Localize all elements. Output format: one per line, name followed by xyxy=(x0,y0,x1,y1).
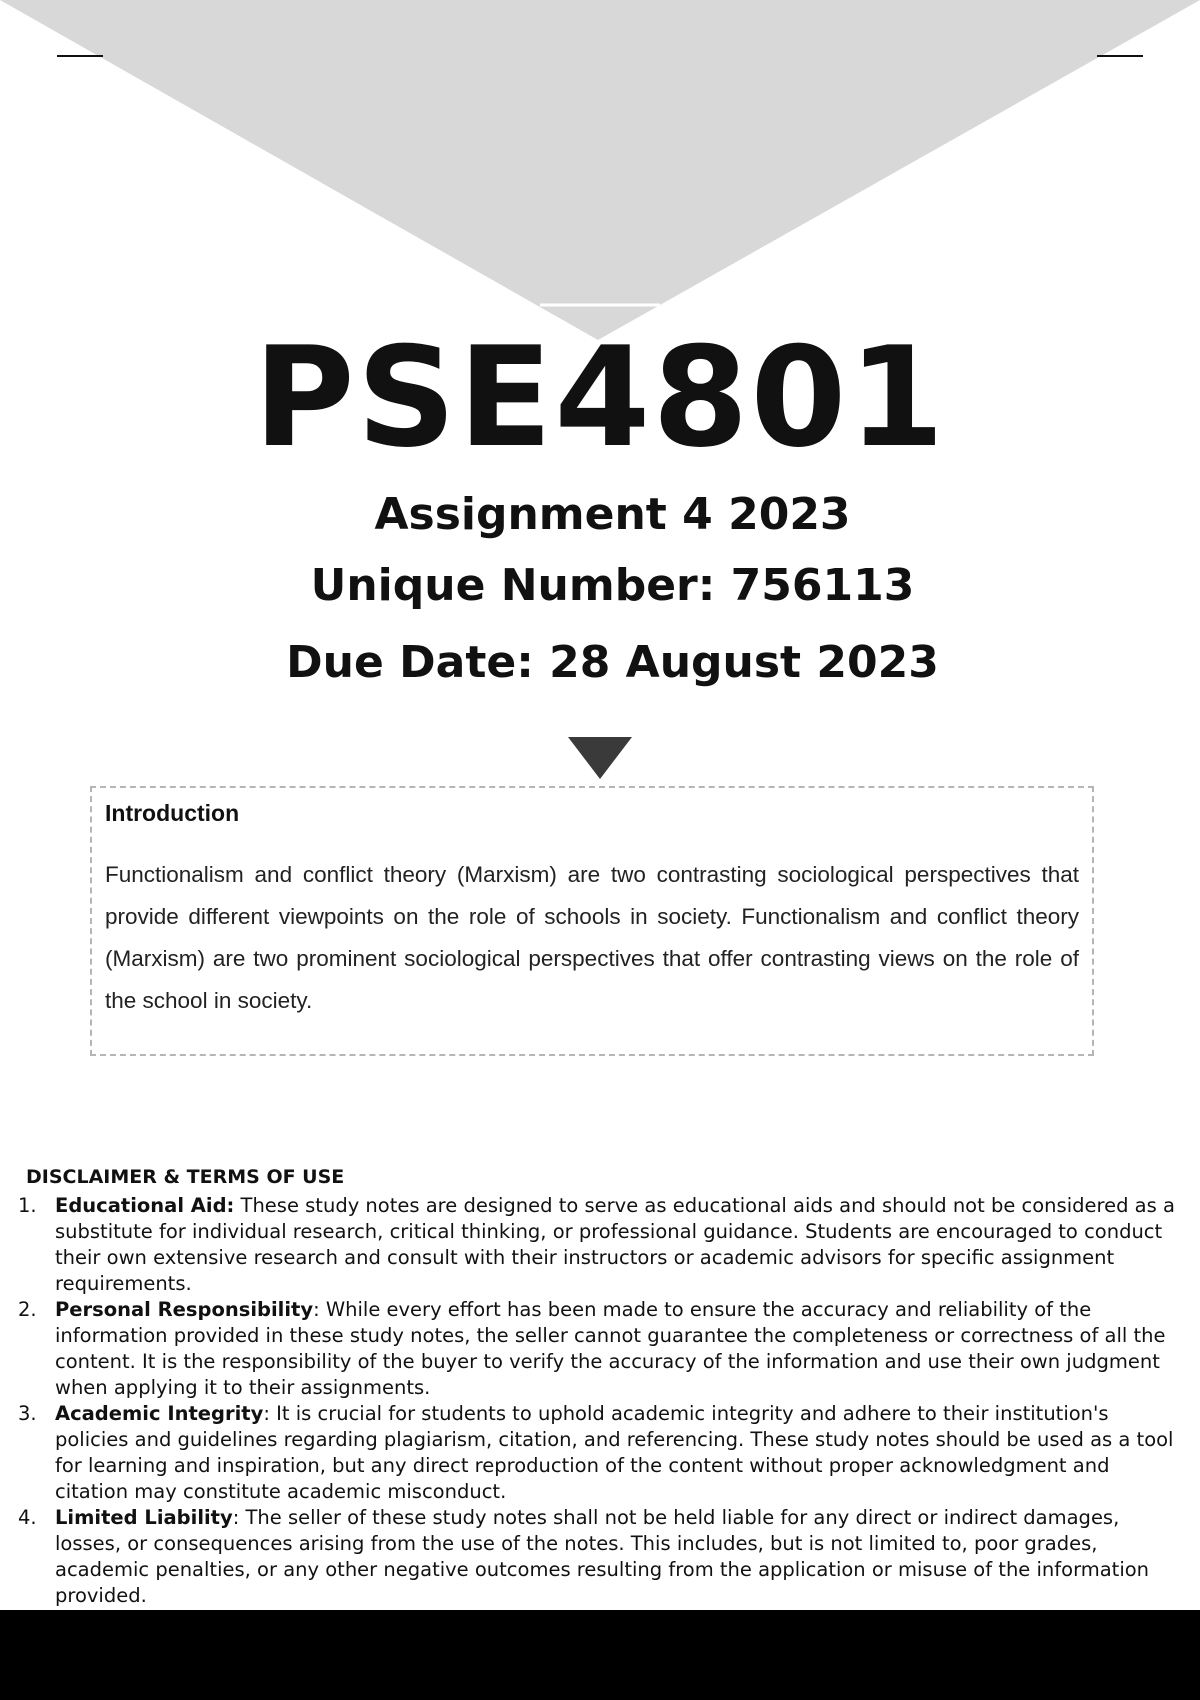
due-date-label: Due Date: 28 August 2023 xyxy=(286,637,939,688)
footer-black-bar xyxy=(0,1610,1200,1700)
introduction-heading: Introduction xyxy=(105,800,240,826)
corner-line-left xyxy=(57,55,103,57)
course-code-title: PSE4801 xyxy=(253,317,947,478)
corner-line-right xyxy=(1097,55,1143,57)
term-text: : The seller of these study notes shall not be held liable for any direct or indirect damages, losses, or consequences arising from the use of the notes. This includes, but is not limited to, poor grades, academic penalties, or any other negative outcomes resulting from the application or misuse of the information provided. xyxy=(55,1506,1150,1607)
term-title: Personal Responsibility xyxy=(55,1298,314,1321)
disclaimer-title: DISCLAIMER & TERMS OF USE xyxy=(26,1166,345,1188)
banner-chevron xyxy=(0,0,1200,340)
term-text: : While every effort has been made to ensure the accuracy and reliability of the information provided in these study notes, the seller cannot guarantee the completeness or correctness of all the content. It is the responsibility of the buyer to verify the accuracy of the information and use their own judgment when applying it to their assignments. xyxy=(55,1298,1166,1399)
assignment-label: Assignment 4 2023 xyxy=(374,489,851,540)
term-text: : It is crucial for students to uphold academic integrity and adhere to their institution's policies and guidelines regarding plagiarism, citation, and referencing. These study notes should be used as a tool for learning and inspiration, but any direct reproduction of the content without proper acknowledgment and citation may constitute academic misconduct. xyxy=(55,1402,1174,1503)
term-title: Academic Integrity xyxy=(55,1402,264,1425)
term-text: These study notes are designed to serve as educational aids and should not be considered as a substitute for individual research, critical thinking, or professional guidance. Students are encouraged to conduct their own extensive research and consult with their instructors or academic advisors for specific assignment requirements. xyxy=(55,1194,1175,1295)
down-arrow-icon xyxy=(568,737,632,779)
term-item-educational-aid xyxy=(18,1193,1188,1297)
term-title: Educational Aid: xyxy=(55,1194,235,1217)
term-item-personal-responsibility xyxy=(18,1297,1188,1401)
top-banner-shape xyxy=(0,0,1200,340)
term-item-limited-liability xyxy=(18,1505,1188,1609)
introduction-box xyxy=(90,786,1094,1056)
term-number: 2. xyxy=(18,1298,37,1321)
introduction-text: Functionalism and conflict theory (Marxism) are two contrasting sociological perspectives that provide different viewpoints on the role of schools in society. Functionalism and conflict theory (Marxism) are two prominent sociological perspectives that offer contrasting views on the role of the school in society. xyxy=(105,862,1079,1013)
terms-list xyxy=(18,1193,1188,1609)
term-title: Limited Liability xyxy=(55,1506,233,1529)
unique-number-label: Unique Number: 756113 xyxy=(310,560,915,611)
term-number: 4. xyxy=(18,1506,37,1529)
disclaimer-section xyxy=(18,1164,1188,1609)
term-item-academic-integrity xyxy=(18,1401,1188,1505)
term-number: 3. xyxy=(18,1402,37,1425)
term-number: 1. xyxy=(18,1194,37,1217)
